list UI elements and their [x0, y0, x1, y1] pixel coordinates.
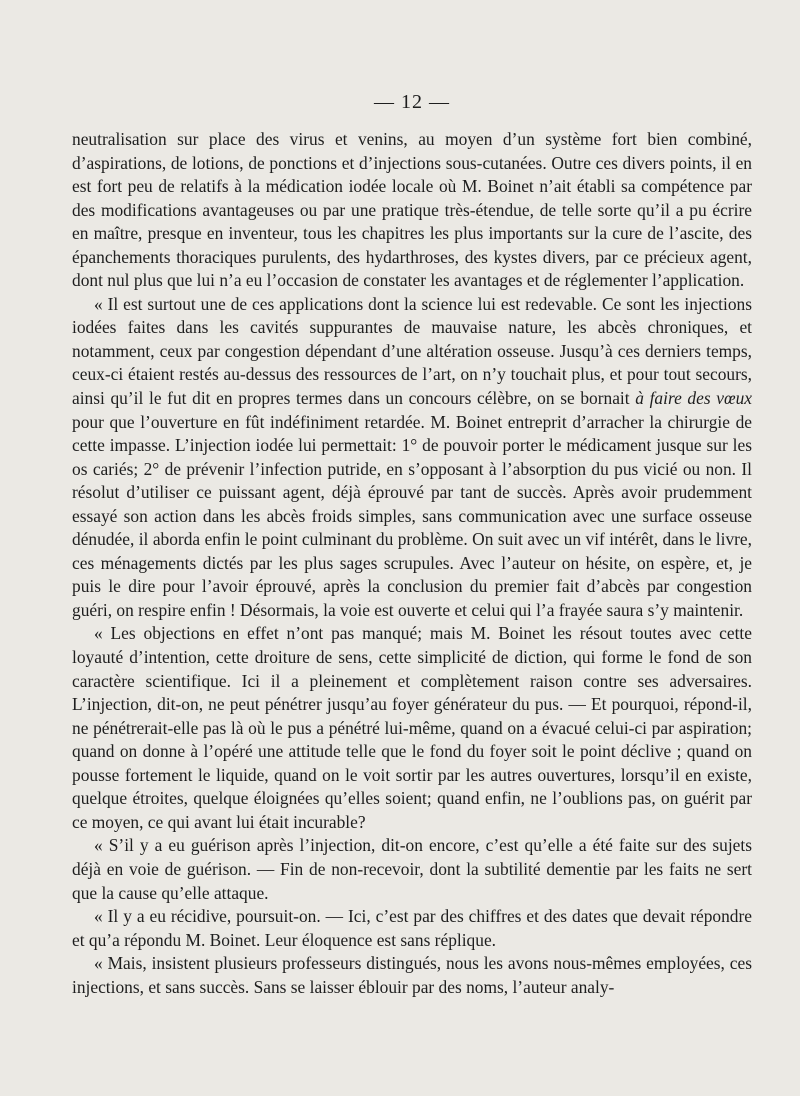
paragraph-3-text: « Les objections en effet n’ont pas manqué; mais M. Boinet les résout toutes avec cette loyauté d’intention, cette droiture de sens, cette simplicité de diction, qui forme le fond de son caractère scientifique. Ici il a pleinement et complètement raison contre ses adversaires. L’injection, dit-on, ne peut pénétrer jusqu’au foyer générateur du pus. — Et pourquoi, répond-il, ne pénétrerait-elle pas là où le pus a pénétré lui-même, quand on a évacué celui-ci par aspiration; quand on donne à l’opéré une attitude telle que le fond du foyer soit le point déclive ; quand on pousse fortement le liquide, quand on le voit sortir par les autres ouvertures, lorsqu’il en existe, quelque étroites, quelque éloignées qu’elles soient; quand enfin, ne l’oublions pas, on guérit par ce moyen, ce qui avant lui était incurable?: [72, 623, 752, 832]
paragraph-2-text-before: « Il est surtout une de ces applications dont la science lui est redevable. Ce sont les injections iodées faites dans les cavités suppurantes de mauvaise nature, les abcès chroniques, et notamment, ceux par congestion dépendant d’une altération osseuse. Jusqu’à ces derniers temps, ceux-ci étaient restés au-dessus des ressources de l’art, on n’y touchait plus, et pour tout secours, ainsi qu’il le fut dit en propres termes dans un concours célèbre, on se bornait: [72, 293, 752, 409]
paragraph-6: [72, 952, 752, 999]
paragraph-2-italic-phrase: à faire des vœux: [635, 388, 752, 409]
paragraph-1-text: neutralisation sur place des virus et venins, au moyen d’un système fort bien combiné, d’aspirations, de lotions, de ponctions et d’injections sous-cutanées. Outre ces divers points, il en est fort peu de relatifs à la médication iodée locale où M. Boinet n’ait établi sa compétence par des modifications avantageuses ou par une pratique très-étendue, de telle sorte qu’il a pu écrire en maître, presque en inventeur, tous les chapitres les plus importants sur la cure de l’ascite, des épanchements thoraciques purulents, des hydarthroses, des kystes divers, par ce précieux agent, dont nul plus que lui n’a eu l’occasion de constater les avantages et de réglementer l’application.: [72, 129, 752, 291]
paragraph-5: [72, 905, 752, 952]
paragraph-5-text: « Il y a eu récidive, poursuit-on. — Ici, c’est par des chiffres et des dates que devait répondre et qu’a répondu M. Boinet. Leur éloquence est sans réplique.: [72, 906, 752, 950]
paragraph-2-text-after: pour que l’ouverture en fût indéfiniment retardée. M. Boinet entreprit d’arracher la chirurgie de cette impasse. L’injection iodée lui permettait: 1° de pouvoir porter le médicament jusque sur les os cariés; 2° de prévenir l’infection putride, en s’opposant à l’absorption du pus vicié ou non. Il résolut d’utiliser ce puissant agent, déjà éprouvé par tant de succès. Après avoir prudemment essayé son action dans les abcès froids simples, sans communication avec une surface osseuse dénudée, il aborda enfin le point culminant du problème. On suit avec un vif intérêt, dans le livre, ces ménagements dictés par les plus sages scrupules. Avec l’auteur on hésite, on espère, et, je puis le dire pour l’avoir éprouvé, après la conclusion du premier fait d’abcès par congestion guéri, on respire enfin ! Désormais, la voie est ouverte et celui qui l’a frayée saura s’y maintenir.: [72, 411, 752, 620]
page-number: — 12 —: [374, 91, 450, 113]
paragraph-3: [72, 622, 752, 834]
paragraph-2: [72, 293, 752, 623]
paragraph-4: [72, 834, 752, 905]
paragraph-4-text: « S’il y a eu guérison après l’injection, dit-on encore, c’est qu’elle a été faite sur des sujets déjà en voie de guérison. — Fin de non-recevoir, dont la subtilité dementie par les faits ne sert que la cause qu’elle attaque.: [72, 835, 752, 903]
paragraph-1: [72, 128, 752, 293]
paragraph-6-text: « Mais, insistent plusieurs professeurs distingués, nous les avons nous-mêmes employées, ces injections, et sans succès. Sans se laisser éblouir par des noms, l’auteur analy-: [72, 953, 752, 997]
